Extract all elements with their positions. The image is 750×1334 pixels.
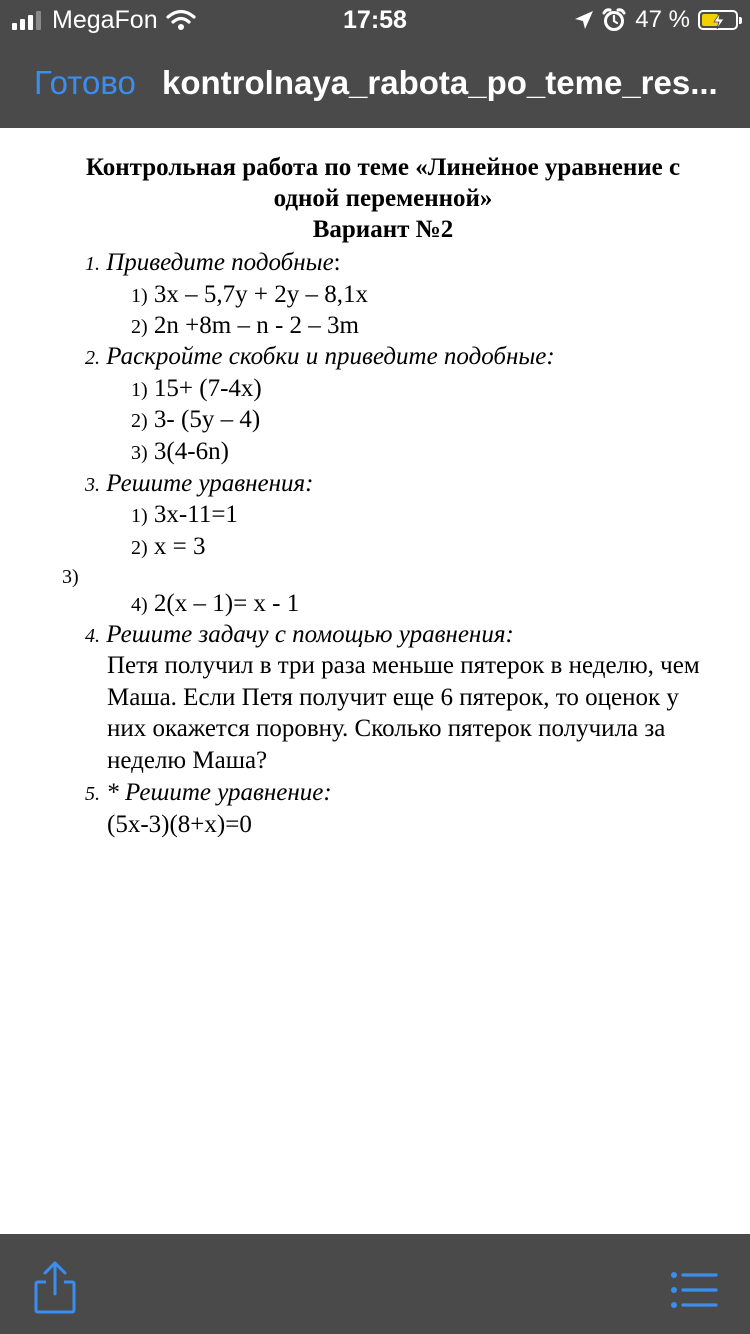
bottom-toolbar xyxy=(0,1234,750,1334)
task-3-item-3: 3) xyxy=(62,566,79,588)
task-2-item-3: 3) 3(4-6n) xyxy=(131,438,229,465)
doc-heading xyxy=(40,152,726,245)
task-3-item-2: 2) x = 3 xyxy=(131,533,206,560)
status-bar xyxy=(0,0,750,40)
variant-label: Вариант №2 xyxy=(312,216,454,243)
carrier-name: MegaFon xyxy=(52,5,158,34)
task-5-title: 5. * Решите уравнение: xyxy=(85,779,332,806)
task-2-item-2: 2) 3- (5y – 4) xyxy=(131,406,261,433)
list-icon xyxy=(670,1270,718,1310)
document-title: kontrolnaya_rabota_po_teme_res... xyxy=(162,64,718,101)
list-button[interactable] xyxy=(670,1270,718,1310)
done-button[interactable]: Готово xyxy=(34,64,136,101)
share-button[interactable] xyxy=(30,1260,80,1316)
task-2-title: 2. Раскройте скобки и приведите подобные: xyxy=(85,343,555,370)
task-3-item-4: 4) 2(x – 1)= x - 1 xyxy=(131,590,300,617)
task-5-equation: (5x-3)(8+x)=0 xyxy=(107,811,252,838)
task-2-item-1: 1) 15+ (7-4x) xyxy=(131,375,262,402)
task-1-title: 1. Приведите подобные: xyxy=(85,249,341,276)
heading-line-1: Контрольная работа по теме «Линейное уравнение с xyxy=(85,154,681,181)
status-right xyxy=(573,6,738,34)
task-1-item-1: 1) 3x – 5,7y + 2y – 8,1x xyxy=(131,281,369,308)
alarm-icon xyxy=(601,7,627,33)
battery-percent: 47 % xyxy=(635,6,690,33)
document-page xyxy=(0,128,750,1234)
task-4-title: 4. Решите задачу с помощью уравнения: xyxy=(85,621,514,648)
task-3-title: 3. Решите уравнения: xyxy=(85,470,314,497)
task-1-item-2: 2) 2n +8m – n - 2 – 3m xyxy=(131,312,359,339)
location-icon xyxy=(573,9,595,31)
nav-bar xyxy=(0,40,750,128)
share-icon xyxy=(30,1260,80,1316)
status-time: 17:58 xyxy=(343,6,407,34)
task-4-body: Петя получил в три раза меньше пятерок в неделю, чем Маша. Если Петя получит еще 6 пятерок, то оценок у них окажется поровну. Сколько пятерок получила за неделю Маша? xyxy=(107,652,700,774)
battery-charging-icon xyxy=(698,10,738,30)
task-3-item-1: 1) 3x-11=1 xyxy=(131,501,238,528)
heading-line-2: одной переменной» xyxy=(273,185,493,212)
